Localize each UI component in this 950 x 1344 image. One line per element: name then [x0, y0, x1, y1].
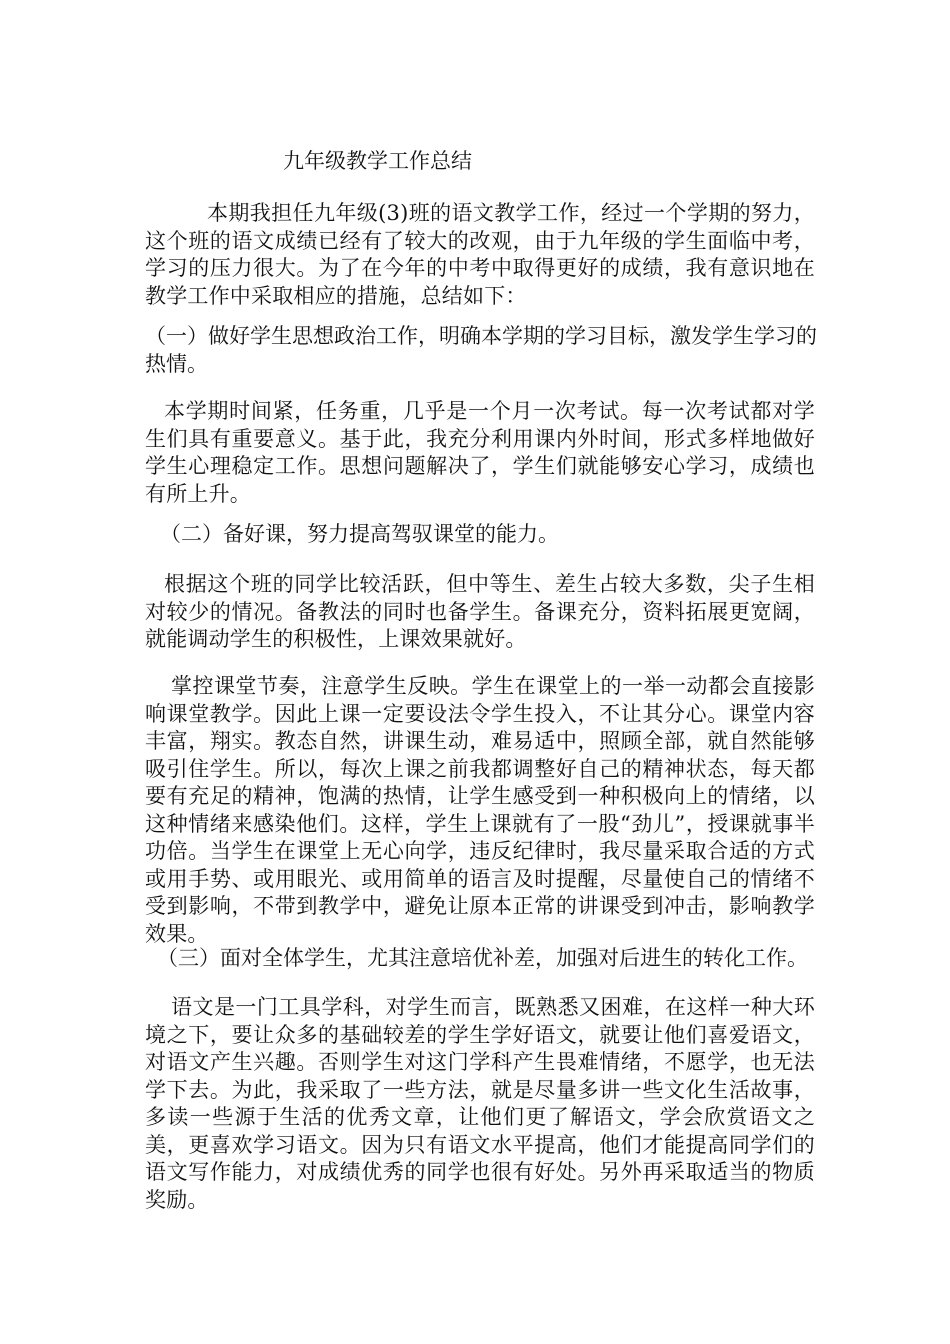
document-title: 九年级教学工作总结 — [283, 149, 472, 173]
section-2-heading: （二）备好课，努力提高驾驭课堂的能力。 — [160, 522, 559, 546]
section-3-heading: （三）面对全体学生，尤其注意培优补差，加强对后进生的转化工作。 — [157, 946, 808, 970]
section-1-heading: （一）做好学生思想政治工作，明确本学期的学习目标，激发学生学习的热情。 — [145, 324, 817, 376]
section-2-body-1: 根据这个班的同学比较活跃，但中等生、差生占较大多数，尖子生相对较少的情况。备教法的同时也备学生。备课充分，资料拓展更宽阔，就能调动学生的积极性，上课效果就好。 — [145, 572, 815, 651]
section-2-body-2: 掌控课堂节奏，注意学生反映。学生在课堂上的一举一动都会直接影响课堂教学。因此上课一定要设法令学生投入，不让其分心。课堂内容丰富，翔实。教态自然，讲课生动，难易适中，照顾全部，就自然能够吸引住学生。所以，每次上课之前我都调整好自己的精神状态，每天都要有充足的精神，饱满的热情，让学生感受到一种积极向上的情绪，以这种情绪来感染他们。这样，学生上课就有了一股“劲儿”，授课就事半功倍。当学生在课堂上无心向学，违反纪律时，我尽量采取合适的方式或用手势、或用眼光、或用简单的语言及时提醒，尽量使自己的情绪不受到影响，不带到教学中，避免让原本正常的讲课受到冲击，影响教学效果。 — [145, 674, 815, 946]
intro-paragraph: 本期我担任九年级(3)班的语文教学工作，经过一个学期的努力，这个班的语文成绩已经有了较大的改观，由于九年级的学生面临中考，学习的压力很大。为了在今年的中考中取得更好的成绩，我有意识地在教学工作中采取相应的措施，总结如下： — [145, 201, 815, 308]
section-3-body: 语文是一门工具学科，对学生而言，既熟悉又困难，在这样一种大环境之下，要让众多的基础较差的学生学好语文，就要让他们喜爱语文，对语文产生兴趣。否则学生对这门学科产生畏难情绪，不愿学，也无法学下去。为此，我采取了一些方法，就是尽量多讲一些文化生活故事，多读一些源于生活的优秀文章，让他们更了解语文，学会欣赏语文之美，更喜欢学习语文。因为只有语文水平提高，他们才能提高同学们的语文写作能力，对成绩优秀的同学也很有好处。另外再采取适当的物质奖励。 — [145, 995, 815, 1212]
section-1-body: 本学期时间紧，任务重，几乎是一个月一次考试。每一次考试都对学生们具有重要意义。基于此，我充分利用课内外时间，形式多样地做好学生心理稳定工作。思想问题解决了，学生们就能够安心学习，成绩也有所上升。 — [145, 399, 815, 506]
